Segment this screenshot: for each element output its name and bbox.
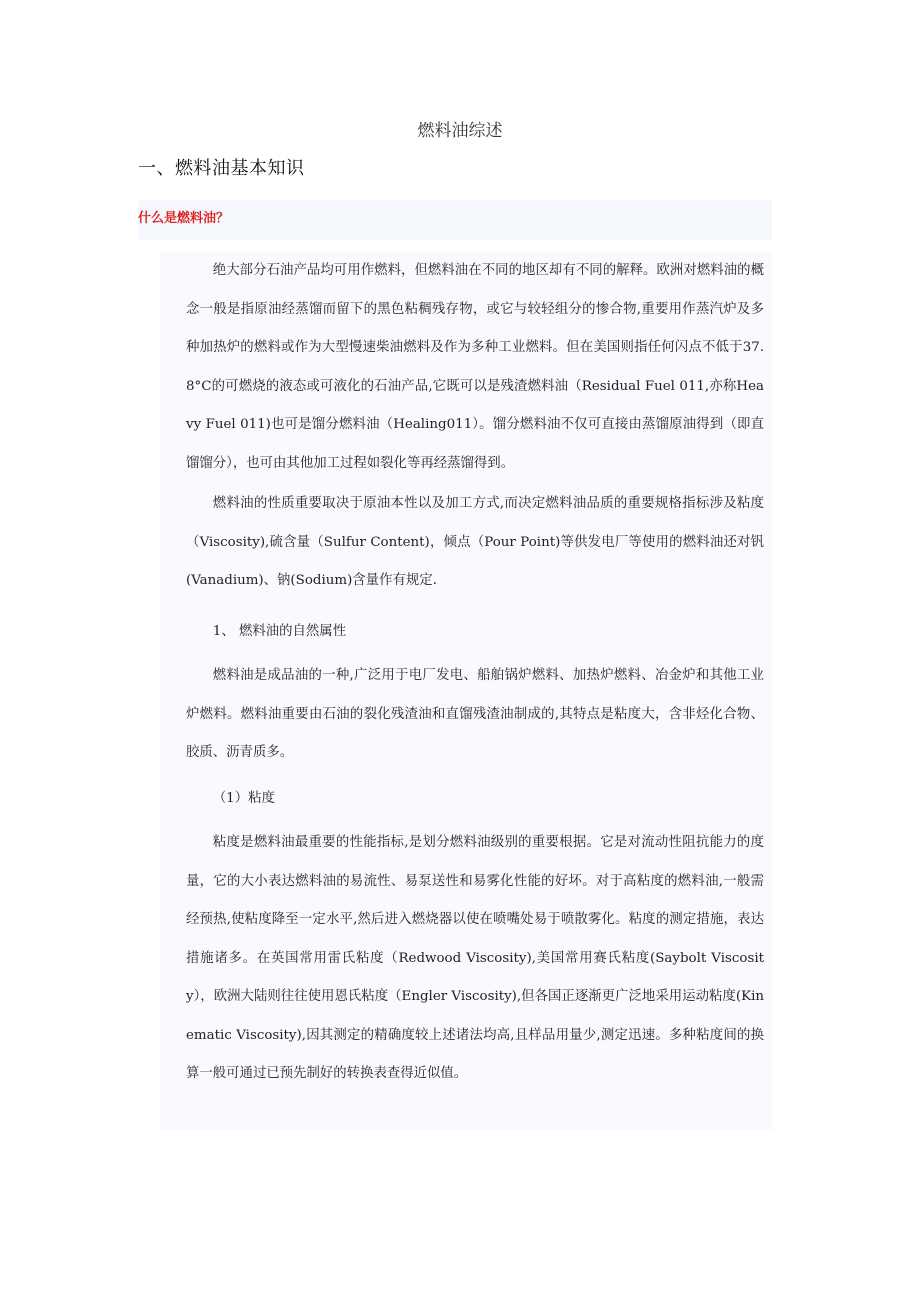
body-panel: [160, 252, 772, 1130]
subheading-natural-attributes: 1、 燃料油的自然属性: [212, 624, 347, 639]
section-heading: 一、燃料油基本知识: [138, 158, 305, 179]
paragraph-properties: 燃料油的性质重要取决于原油本性以及加工方式,而决定燃料油品质的重要规格指标涉及粘度（Viscosity),硫含量（Sulfur Content)，倾点（Pour Point)等供发电厂等使用的燃料油还对钒(Vanadium)、钠(Sodium)含量作有规定.: [186, 496, 764, 588]
document-title: 燃料油综述: [417, 121, 503, 141]
question-heading: 什么是燃料油？: [138, 211, 230, 226]
paragraph-definition: 绝大部分石油产品均可用作燃料，但燃料油在不同的地区却有不同的解释。欧洲对燃料油的概念一般是指原油经蒸馏而留下的黑色粘稠残存物，或它与较轻组分的惨合物,重要用作蒸汽炉及多种加热炉的燃料或作为大型慢速柴油燃料及作为多种工业燃料。但在美国则指任何闪点不低于37.8°C的可燃烧的液态或可液化的石油产品,它既可以是残渣燃料油（Residual Fuel 011,亦称Heavy Fuel 011)也可是馏分燃料油（Healing011）。馏分燃料油不仅可直接由蒸馏原油得到（即直馏馏分），也可由其他加工过程如裂化等再经蒸馏得到。: [186, 263, 764, 471]
subheading-viscosity: （1）粘度: [212, 791, 275, 806]
question-band: [138, 200, 772, 240]
content-area: [138, 200, 772, 1130]
paragraph-natural-attributes: 燃料油是成品油的一种,广泛用于电厂发电、船舶锅炉燃料、加热炉燃料、冶金炉和其他工业炉燃料。燃料油重要由石油的裂化残渣油和直馏残渣油制成的,其特点是粘度大，含非烃化合物、胶质、沥青质多。: [186, 668, 764, 760]
paragraph-viscosity: 粘度是燃料油最重要的性能指标,是划分燃料油级别的重要根据。它是对流动性阻抗能力的度量，它的大小表达燃料油的易流性、易泵送性和易雾化性能的好坏。对于高粘度的燃料油,一般需经预热,使粘度降至一定水平,然后进入燃烧器以使在喷嘴处易于喷散雾化。粘度的测定措施，表达措施诸多。在英国常用雷氏粘度（Redwood Viscosity),美国常用赛氏粘度(Saybolt Viscosity），欧洲大陆则往往使用恩氏粘度（Engler Viscosity),但各国正逐渐更广泛地采用运动粘度(Kinematic Viscosity),因其测定的精确度较上述诸法均高,且样品用量少,测定迅速。多种粘度间的换算一般可通过已预先制好的转换表查得近似值。: [186, 835, 764, 1081]
